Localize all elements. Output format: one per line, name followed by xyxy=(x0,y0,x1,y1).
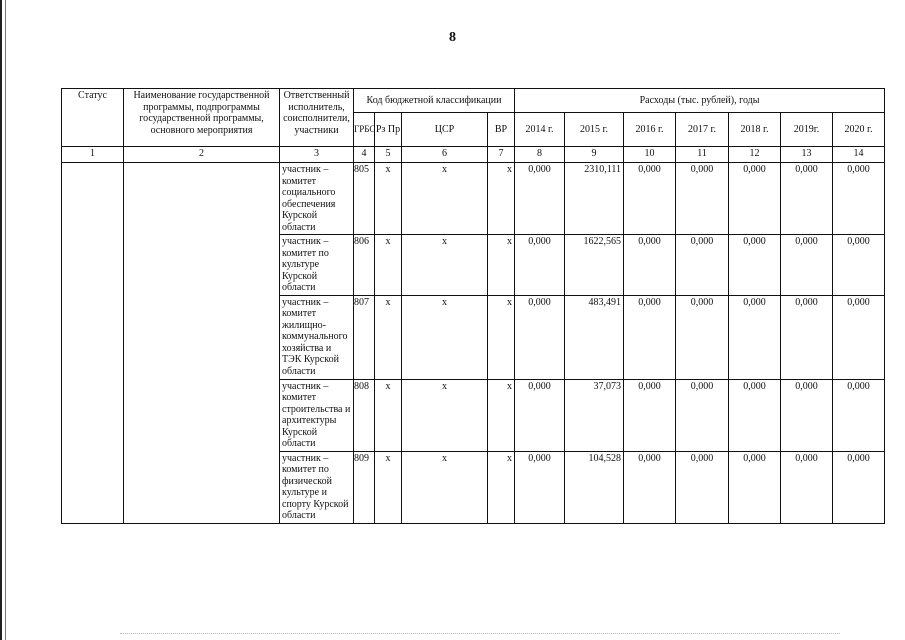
value-cell: 0,000 xyxy=(515,295,565,379)
grbs-cell: 805 xyxy=(354,163,375,235)
column-number: 11 xyxy=(676,147,729,163)
header-year: 2018 г. xyxy=(729,113,781,147)
table-header xyxy=(62,89,885,163)
value-cell: 483,491 xyxy=(565,295,624,379)
value-cell: 0,000 xyxy=(676,379,729,451)
grbs-cell: 808 xyxy=(354,379,375,451)
value-cell: 0,000 xyxy=(833,163,885,235)
vr-cell: х xyxy=(488,235,515,296)
value-cell: 0,000 xyxy=(676,451,729,523)
value-cell: 0,000 xyxy=(624,163,676,235)
csr-cell: х xyxy=(402,451,488,523)
vr-cell: х xyxy=(488,163,515,235)
value-cell: 0,000 xyxy=(833,235,885,296)
rzpr-cell: х xyxy=(375,163,402,235)
value-cell: 0,000 xyxy=(624,235,676,296)
value-cell: 0,000 xyxy=(729,235,781,296)
header-responsible: Ответственный исполнитель, соисполнители, участники xyxy=(280,89,354,147)
header-vr: ВР xyxy=(488,113,515,147)
header-rzpr: Рз Пр xyxy=(375,113,402,147)
column-number: 9 xyxy=(565,147,624,163)
responsible-cell: участник – комитет по культуре Курской области xyxy=(280,235,354,296)
responsible-cell: участник – комитет жилищно-коммунального хозяйства и ТЭК Курской области xyxy=(280,295,354,379)
value-cell: 0,000 xyxy=(781,235,833,296)
status-cell xyxy=(62,163,124,524)
column-number: 6 xyxy=(402,147,488,163)
rzpr-cell: х xyxy=(375,379,402,451)
value-cell: 0,000 xyxy=(781,379,833,451)
column-number: 1 xyxy=(62,147,124,163)
responsible-cell: участник – комитет строительства и архитектуры Курской области xyxy=(280,379,354,451)
rzpr-cell: х xyxy=(375,235,402,296)
column-number: 12 xyxy=(729,147,781,163)
header-year: 2020 г. xyxy=(833,113,885,147)
column-number-row xyxy=(62,147,885,163)
page-number: 8 xyxy=(449,30,456,45)
grbs-cell: 809 xyxy=(354,451,375,523)
header-year: 2017 г. xyxy=(676,113,729,147)
value-cell: 0,000 xyxy=(729,451,781,523)
scan-edge xyxy=(0,0,2,640)
header-csr: ЦСР xyxy=(402,113,488,147)
header-year: 2016 г. xyxy=(624,113,676,147)
value-cell: 0,000 xyxy=(676,295,729,379)
column-number: 8 xyxy=(515,147,565,163)
column-number: 4 xyxy=(354,147,375,163)
program-name-cell xyxy=(124,163,280,524)
value-cell: 2310,111 xyxy=(565,163,624,235)
value-cell: 0,000 xyxy=(676,235,729,296)
header-status: Статус xyxy=(62,89,124,147)
csr-cell: х xyxy=(402,235,488,296)
budget-table xyxy=(61,88,885,524)
value-cell: 37,073 xyxy=(565,379,624,451)
value-cell: 0,000 xyxy=(781,451,833,523)
value-cell: 0,000 xyxy=(729,163,781,235)
header-grbs: ГРБС xyxy=(354,113,375,147)
vr-cell: х xyxy=(488,451,515,523)
responsible-cell: участник – комитет по физической культуре и спорту Курской области xyxy=(280,451,354,523)
table-body xyxy=(62,163,885,524)
column-number: 3 xyxy=(280,147,354,163)
value-cell: 0,000 xyxy=(624,379,676,451)
value-cell: 0,000 xyxy=(833,451,885,523)
value-cell: 0,000 xyxy=(515,163,565,235)
vr-cell: х xyxy=(488,295,515,379)
rzpr-cell: х xyxy=(375,295,402,379)
header-year: 2015 г. xyxy=(565,113,624,147)
value-cell: 0,000 xyxy=(729,379,781,451)
value-cell: 0,000 xyxy=(833,379,885,451)
column-number: 10 xyxy=(624,147,676,163)
value-cell: 0,000 xyxy=(781,163,833,235)
csr-cell: х xyxy=(402,295,488,379)
header-year: 2014 г. xyxy=(515,113,565,147)
csr-cell: х xyxy=(402,379,488,451)
value-cell: 0,000 xyxy=(624,451,676,523)
value-cell: 0,000 xyxy=(515,235,565,296)
column-number: 7 xyxy=(488,147,515,163)
responsible-cell: участник – комитет социального обеспечения Курской области xyxy=(280,163,354,235)
table-row xyxy=(62,163,885,235)
value-cell: 0,000 xyxy=(515,451,565,523)
value-cell: 104,528 xyxy=(565,451,624,523)
grbs-cell: 806 xyxy=(354,235,375,296)
value-cell: 0,000 xyxy=(624,295,676,379)
value-cell: 0,000 xyxy=(781,295,833,379)
header-year: 2019г. xyxy=(781,113,833,147)
column-number: 14 xyxy=(833,147,885,163)
value-cell: 0,000 xyxy=(515,379,565,451)
column-number: 5 xyxy=(375,147,402,163)
scan-noise-line xyxy=(120,633,840,634)
grbs-cell: 807 xyxy=(354,295,375,379)
value-cell: 0,000 xyxy=(729,295,781,379)
csr-cell: х xyxy=(402,163,488,235)
vr-cell: х xyxy=(488,379,515,451)
column-number: 13 xyxy=(781,147,833,163)
header-expenses: Расходы (тыс. рублей), годы xyxy=(515,89,885,113)
rzpr-cell: х xyxy=(375,451,402,523)
header-name: Наименование государственной программы, подпрограммы государственной программы, основного мероприятия xyxy=(124,89,280,147)
column-number: 2 xyxy=(124,147,280,163)
value-cell: 1622,565 xyxy=(565,235,624,296)
value-cell: 0,000 xyxy=(676,163,729,235)
header-budget-code: Код бюджетной классификации xyxy=(354,89,515,113)
scan-edge-shadow xyxy=(5,0,6,640)
value-cell: 0,000 xyxy=(833,295,885,379)
